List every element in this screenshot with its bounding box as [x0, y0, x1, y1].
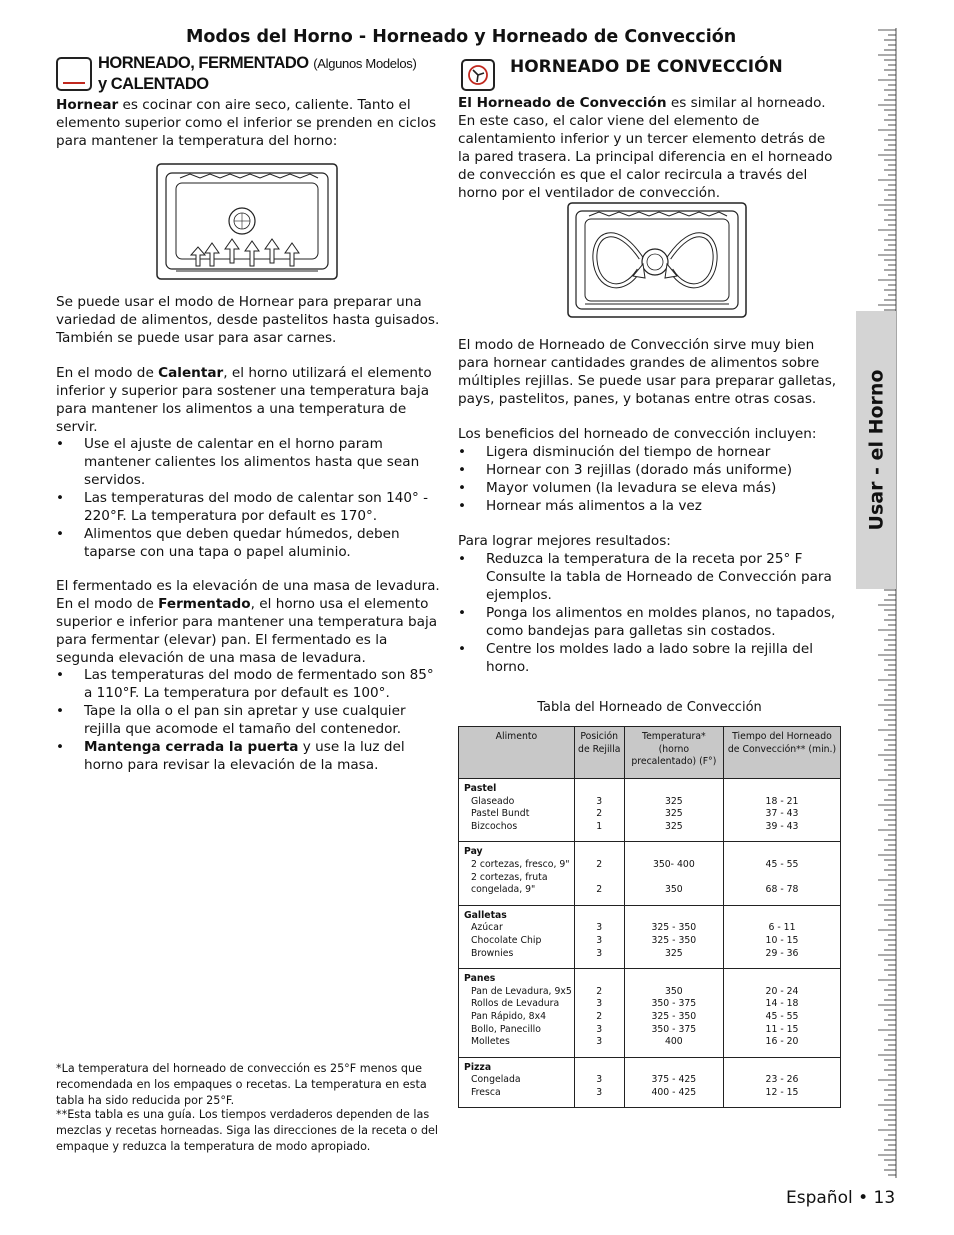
list-item: • Reduzca la temperatura de la receta por 25° F Consulte la tabla de Horneado de Convección para ejemplos.: [458, 550, 840, 604]
table-item-value: 2: [596, 808, 603, 820]
table-body: [459, 779, 841, 1108]
table-item-value: 350- 400: [652, 858, 695, 870]
table-item-value: 400: [664, 1036, 683, 1048]
warm-text-a: En el modo de: [56, 365, 159, 381]
table-item-name: Pan Rápido, 8x4: [471, 1010, 547, 1022]
table-cell: [624, 779, 723, 842]
table-item-name: 2 cortezas, fresco, 9": [471, 858, 570, 870]
table-item-value: 350: [664, 985, 683, 997]
table-header: Alimento: [459, 727, 575, 779]
table-row: [459, 905, 841, 968]
bake-uses-paragraph: Se puede usar el modo de Hornear para preparar una variedad de alimentos, desde pastelitos hasta guisados. También se puede usar para asar carnes.: [56, 294, 440, 346]
table-item-value: 6 - 11: [768, 922, 796, 934]
table-cell: [574, 779, 624, 842]
footnote-guide: **Esta tabla es una guía. Los tiempos verdaderos dependen de las mezclas y recetas horneadas. Siga las direcciones de la receta o del empaque y reduzca la temperatura de modo apropiado.: [56, 1108, 439, 1153]
table-item-value: [726, 872, 838, 885]
table-item-value: 325: [664, 947, 683, 959]
table-spacer: [726, 1062, 838, 1075]
table-item-value: 3: [596, 1074, 603, 1086]
table-spacer: [726, 910, 838, 923]
table-spacer: [577, 973, 622, 986]
bake-intro-bold: Hornear: [56, 97, 119, 113]
table-item-name: congelada, 9": [471, 884, 536, 896]
list-item: • Hornear más alimentos a la vez: [458, 497, 840, 515]
list-item: • Ligera disminución del tiempo de hornear: [458, 443, 840, 461]
table-spacer: [726, 846, 838, 859]
table-row: [459, 779, 841, 842]
table-item-value: 10 - 15: [765, 934, 799, 946]
tips-intro: Para lograr mejores resultados:: [458, 533, 671, 549]
table-cell: [459, 1057, 575, 1108]
convection-intro-bold: El Horneado de Convección: [458, 95, 667, 111]
table-item-value: 2: [596, 884, 603, 896]
tips-list: [458, 550, 840, 676]
table-item-value: 45 - 55: [765, 1010, 799, 1022]
table-item-name: Fresca: [471, 1086, 501, 1098]
table-cell: [459, 842, 575, 905]
table-spacer: [627, 1062, 721, 1075]
table-item-value: 350: [664, 884, 683, 896]
table-cell: [624, 969, 723, 1058]
list-item: • Mayor volumen (la levadura se eleva más): [458, 479, 840, 497]
table-item-value: 325: [664, 820, 683, 832]
table-item-value: 325: [664, 795, 683, 807]
table-row: [459, 842, 841, 905]
list-item: • Las temperaturas del modo de fermentado son 85° a 110°F. La temperatura por default es 100°.: [56, 666, 440, 702]
table-item-value: 325 - 350: [651, 934, 697, 946]
table-item-name: Congelada: [471, 1074, 521, 1086]
convection-intro-text: es similar al horneado. En este caso, el calor viene del elemento de calentamiento inferior y un tercer elemento detrás de la pared trasera. La principal diferencia en el horneado de convección es que el calor recircula a través del horno por el ventilador de convección.: [458, 95, 833, 201]
table-item-value: 400 - 425: [651, 1086, 697, 1098]
convection-fan-icon: [461, 59, 495, 91]
door-bold: Mantenga cerrada la puerta: [84, 739, 299, 755]
table-cell: [624, 905, 723, 968]
table-cell: [724, 905, 841, 968]
proof-bold: Fermentado: [158, 596, 251, 612]
table-item-value: 12 - 15: [765, 1086, 799, 1098]
table-item-value: 18 - 21: [765, 795, 799, 807]
table-spacer: [577, 846, 622, 859]
table-cell: [574, 842, 624, 905]
side-ruler: [860, 28, 898, 1178]
table-item-value: [627, 872, 721, 885]
table-item-value: 20 - 24: [765, 985, 799, 997]
page-number: Español • 13: [786, 1188, 896, 1208]
list-item: • Ponga los alimentos en moldes planos, no tapados, como bandejas para galletas sin costados.: [458, 604, 840, 640]
table-row: [459, 969, 841, 1058]
table-item-value: 3: [596, 1036, 603, 1048]
table-item-value: 325 - 350: [651, 922, 697, 934]
table-cell: [724, 1057, 841, 1108]
table-cell: [724, 842, 841, 905]
table-header: Tiempo del Horneado de Convección** (min.): [724, 727, 841, 779]
convection-table: [458, 726, 841, 1108]
table-item-value: 375 - 425: [651, 1074, 697, 1086]
table-spacer: [577, 910, 622, 923]
table-cell: [574, 1057, 624, 1108]
warm-text-b: , el horno utilizará el elemento inferior y superior para sostener una temperatura baja para mantener los alimentos a una temperatura de servir.: [56, 365, 432, 435]
table-item-value: 39 - 43: [765, 820, 799, 832]
table-header: Posición de Rejilla: [574, 727, 624, 779]
table-item-value: 3: [596, 795, 603, 807]
table-category: Pastel: [464, 783, 497, 794]
table-cell: [624, 842, 723, 905]
left-section-heading: [98, 53, 417, 95]
table-item-value: 325: [664, 808, 683, 820]
bake-intro-text: es cocinar con aire seco, caliente. Tanto el elemento superior como el inferior se prenden en ciclos para mantener la temperatura del horno:: [56, 97, 437, 149]
left-heading-tail: y CALENTADO: [98, 75, 209, 93]
table-cell: [574, 969, 624, 1058]
table-item-value: 3: [596, 922, 603, 934]
table-item-value: 29 - 36: [765, 947, 799, 959]
table-item-value: 2: [596, 1010, 603, 1022]
bake-intro-paragraph: [56, 96, 440, 150]
convection-intro-paragraph: [458, 94, 840, 202]
table-row: [459, 1057, 841, 1108]
table-item-value: 23 - 26: [765, 1074, 799, 1086]
table-item-name: Rollos de Levadura: [471, 998, 560, 1010]
table-item-value: 350 - 375: [651, 998, 697, 1010]
list-item: • Alimentos que deben quedar húmedos, deben taparse con una tapa o papel aluminio.: [56, 525, 440, 561]
bake-oven-illustration: [156, 163, 338, 280]
table-spacer: [577, 1062, 622, 1075]
table-cell: [724, 969, 841, 1058]
table-item-value: 3: [596, 998, 603, 1010]
table-item-value: [577, 872, 622, 885]
convection-uses-paragraph: El modo de Horneado de Convección sirve muy bien para hornear cantidades grandes de alimentos sobre múltiples rejillas. Se puede usar para preparar galletas, pays, pastelitos, panes, y botanas entre otras cosas.: [458, 337, 837, 407]
proof-text-b: , el horno usa el elemento superior e inferior para mantener una temperatura baja para fermentar (elevar) pan. El fermentado es la segunda elevación de una masa de levadura.: [56, 596, 438, 666]
benefits-list: [458, 443, 840, 515]
table-cell: [459, 779, 575, 842]
table-item-value: 68 - 78: [765, 884, 799, 896]
convection-heading: HORNEADO DE CONVECCIÓN: [510, 57, 783, 77]
table-item-name: Pastel Bundt: [471, 808, 530, 820]
warm-paragraph: [56, 364, 440, 436]
side-tab-label: [856, 311, 896, 589]
table-item-value: 3: [596, 947, 603, 959]
table-spacer: [627, 973, 721, 986]
table-spacer: [627, 910, 721, 923]
table-item-value: 325 - 350: [651, 1010, 697, 1022]
table-spacer: [627, 783, 721, 796]
table-spacer: [726, 783, 838, 796]
table-spacer: [627, 846, 721, 859]
list-item: • Hornear con 3 rejillas (dorado más uniforme): [458, 461, 840, 479]
list-item: • Centre los moldes lado a lado sobre la rejilla del horno.: [458, 640, 840, 676]
table-item-name: Molletes: [471, 1036, 510, 1048]
footnote-temperature: *La temperatura del horneado de convección es 25°F menos que recomendada en los empaques o recetas. La temperatura en esta tabla ha sido reducida por 25°F.: [56, 1062, 427, 1107]
table-category: Pizza: [464, 1061, 492, 1073]
table-item-value: 37 - 43: [765, 808, 799, 820]
table-cell: [624, 1057, 723, 1108]
list-item: • Tape la olla o el pan sin apretar y use cualquier rejilla que acomode el tamaño del contenedor.: [56, 702, 440, 738]
table-item-name: Glaseado: [471, 795, 515, 807]
table-item-value: 1: [596, 820, 603, 832]
table-item-name: Pan de Levadura, 9x5: [471, 985, 572, 997]
left-heading-small: (Algunos Modelos): [313, 56, 417, 71]
table-item-value: 45 - 55: [765, 858, 799, 870]
warm-bold: Calentar: [158, 365, 224, 381]
table-item-value: 3: [596, 1086, 603, 1098]
table-item-value: 3: [596, 934, 603, 946]
table-category: Pay: [464, 846, 483, 858]
benefits-intro: Los beneficios del horneado de convección incluyen:: [458, 426, 817, 442]
bake-mode-icon: [56, 57, 92, 91]
left-heading-main: HORNEADO, FERMENTADO: [98, 54, 309, 72]
table-item-value: 14 - 18: [765, 998, 799, 1010]
table-caption: Tabla del Horneado de Convección: [537, 700, 762, 715]
table-item-value: 11 - 15: [765, 1023, 799, 1035]
table-item-name: Brownies: [471, 947, 514, 959]
proof-bullet-list: [56, 666, 440, 774]
proof-paragraph: [56, 577, 440, 667]
table-item-value: 350 - 375: [651, 1023, 697, 1035]
table-item-value: 3: [596, 1023, 603, 1035]
table-item-value: 2: [596, 985, 603, 997]
table-item-name: Chocolate Chip: [471, 934, 542, 946]
table-spacer: [577, 783, 622, 796]
page-title: Modos del Horno - Horneado y Horneado de Convección: [186, 27, 737, 47]
table-item-name: 2 cortezas, fruta: [471, 871, 548, 883]
table-item-name: Azúcar: [471, 922, 503, 934]
table-category: Galletas: [464, 909, 507, 921]
table-item-name: Bizcochos: [471, 820, 518, 832]
table-item-value: 16 - 20: [765, 1036, 799, 1048]
table-item-value: 2: [596, 858, 603, 870]
convection-oven-illustration: [567, 202, 747, 318]
table-cell: [724, 779, 841, 842]
proof-text-a: El fermentado es la elevación de una masa de levadura. En el modo de: [56, 578, 440, 612]
list-item: [56, 738, 440, 774]
table-cell: [459, 905, 575, 968]
table-cell: [459, 969, 575, 1058]
table-spacer: [726, 973, 838, 986]
table-category: Panes: [464, 973, 496, 985]
list-item: • Las temperaturas del modo de calentar son 140° - 220°F. La temperatura por default es 170°.: [56, 489, 440, 525]
warm-bullet-list: [56, 435, 440, 561]
table-header-row: [459, 727, 841, 779]
table-item-name: Bollo, Panecillo: [471, 1023, 541, 1035]
side-tab-text: Usar - el Horno: [865, 369, 887, 531]
table-header: Temperatura* (horno precalentado) (F°): [624, 727, 723, 779]
list-item: • Use el ajuste de calentar en el horno param mantener calientes los alimentos hasta que sean servidos.: [56, 435, 440, 489]
table-cell: [574, 905, 624, 968]
door-text: y use la luz del horno para revisar la elevación de la masa.: [84, 739, 405, 773]
